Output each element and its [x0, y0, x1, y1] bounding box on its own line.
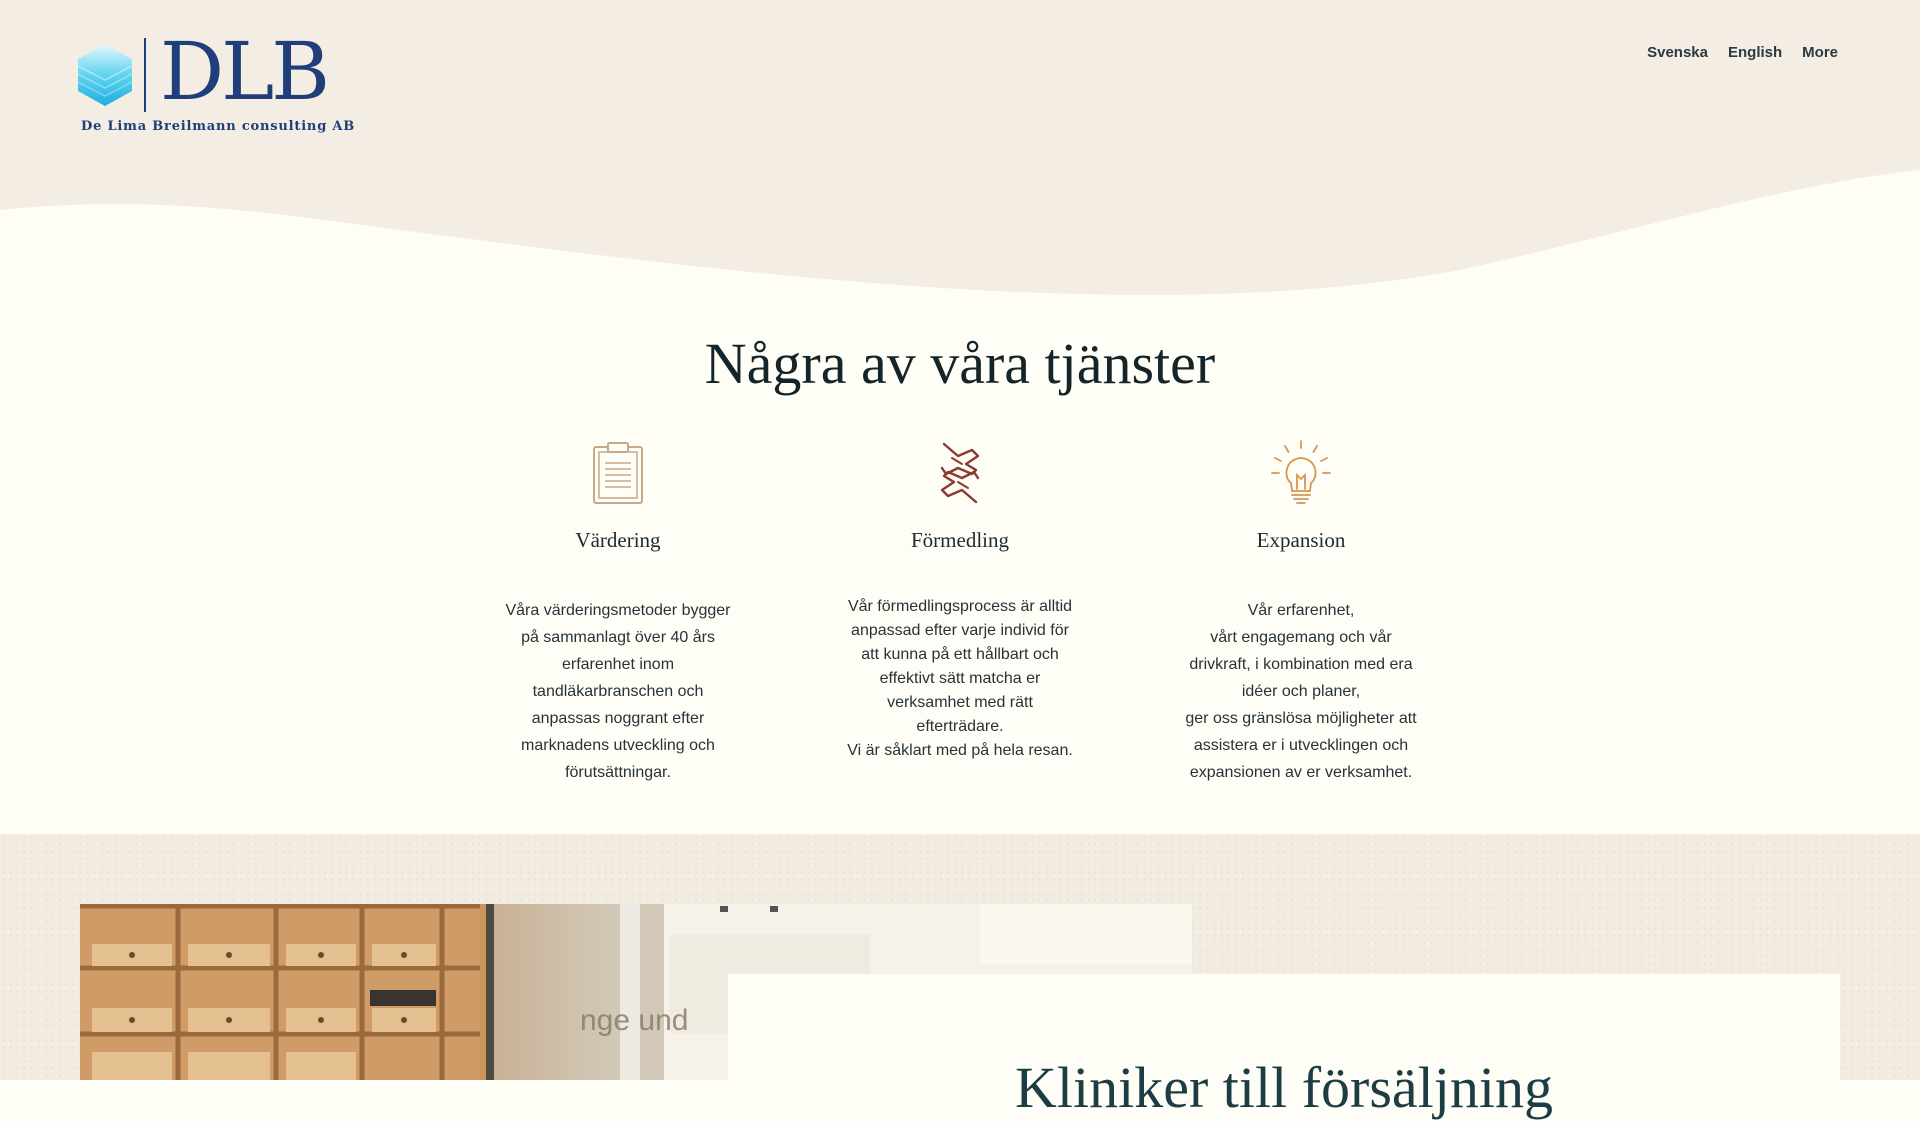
lightbulb-icon — [1171, 440, 1431, 506]
service-title: Förmedling — [911, 528, 1009, 552]
site-header — [0, 0, 1920, 300]
service-expansion — [1171, 440, 1431, 786]
service-description: Vår erfarenhet, vårt engagemang och vår drivkraft, i kombination med era idéer och planer, ger oss gränslösa möjligheter att assistera er i utvecklingen och expansionen av er verksamhet. — [1185, 602, 1417, 781]
clinics-section — [0, 834, 1920, 1120]
company-logo[interactable] — [78, 25, 356, 141]
hexagon-logo-icon — [78, 44, 132, 108]
logo-subtitle: De Lima Breilmann consulting AB — [81, 119, 356, 134]
services-heading: Några av våra tjänster — [704, 331, 1216, 396]
service-valuation — [488, 440, 748, 786]
service-description: Vår förmedlingsprocess är alltid anpassad efter varje individ för att kunna på ett hållbart och effektivt sätt matcha er verksamhet med rätt efterträdare. Vi är såklart med på hela resan. — [847, 598, 1073, 759]
language-nav — [1647, 44, 1838, 61]
service-title: Expansion — [1256, 528, 1346, 552]
clinics-heading: Kliniker till försäljning — [1014, 1055, 1554, 1120]
logo-wordmark: DLB — [160, 25, 328, 118]
nav-svenska[interactable]: Svenska — [1647, 44, 1708, 61]
clinics-card — [728, 974, 1840, 1120]
clipboard-icon — [488, 440, 748, 506]
service-title: Värdering — [575, 528, 661, 552]
photo-sign-text: nge und — [580, 1004, 689, 1037]
nav-english[interactable]: English — [1727, 44, 1783, 61]
service-brokerage — [830, 440, 1090, 763]
service-description: Våra värderingsmetoder bygger på sammanlagt över 40 års erfarenhet inom tandläkarbranschen och anpassas noggrant efter marknadens utveckling och förutsättningar. — [505, 602, 731, 781]
logo-divider — [144, 38, 146, 112]
handshake-icon — [830, 440, 1090, 506]
nav-more[interactable]: More — [1802, 44, 1838, 61]
